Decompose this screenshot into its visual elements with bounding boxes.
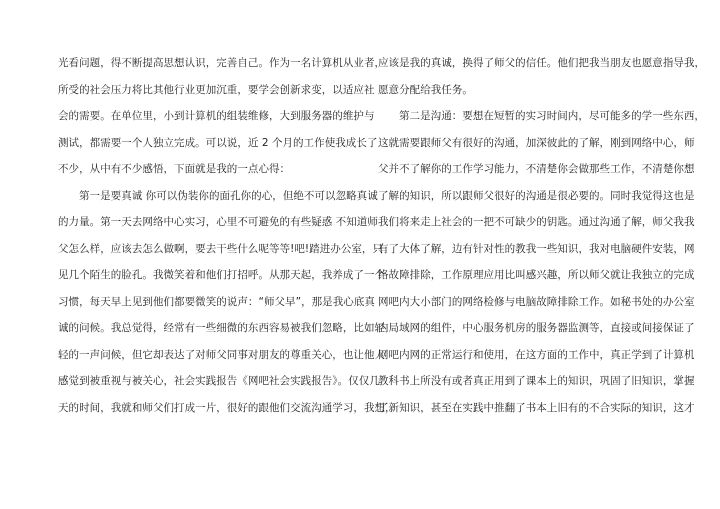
text-line: 了解的知识，所以跟师父很好的沟通是很必要的。同时我觉得这也是 xyxy=(378,189,695,202)
text-line: 诚的问候。我总觉得，经常有一些细微的东西容易被我们忽略，比如轻 xyxy=(58,322,386,334)
text-line: 愿意分配给我任务。 xyxy=(378,83,473,96)
text-line: 网吧内大小部门的网络检修与电脑故障排除工作。如秘书处的办公室 xyxy=(378,295,695,308)
text-line: 轻的一声问候，但它却表达了对师父同事对朋友的尊重关心，也让他人 xyxy=(58,348,386,361)
text-line: 有了大体了解，边有针对性的教我一些知识，我对电脑硬件安装，网 xyxy=(378,242,695,255)
text-line: 所受的社会压力将比其他行业更加沉重，要学会创新求变，以适应社 xyxy=(58,83,375,96)
text-line: 教科书上所没有或者真正用到了课本上的知识，巩固了旧知识，掌握 xyxy=(378,375,695,387)
right-column xyxy=(378,50,706,421)
text-line: 习惯，每天早上见到他们都要微笑的说声：“师父早”，那是我心底真 xyxy=(58,295,375,308)
text-line: 的力量。第一天去网络中心实习，心里不可避免的有些疑惑 不知道师 xyxy=(58,216,378,228)
text-line: 会的需要。在单位里，小到计算机的组装维修，大到服务器的维护与 xyxy=(58,110,375,122)
text-line: 了新知识，甚至在实践中推翻了书本上旧有的不合实际的知识，这才 xyxy=(378,401,695,414)
paragraph-start-line: 第二是沟通：要想在短暂的实习时间内，尽可能多的学一些东西， xyxy=(399,110,705,122)
text-line: 父并不了解你的工作学习能力，不清楚你会做那些工作，不清楚你想 xyxy=(378,163,695,175)
text-line: 应该是我的真诚，换得了师父的信任。他们把我当朋友也愿意指导我， xyxy=(378,57,706,69)
text-line: 父怎么样，应该去怎么做啊，要去干些什么呢等等!吧!踏进办公室，只 xyxy=(58,242,384,255)
text-line: 见几个陌生的脸孔。我微笑着和他们打招呼。从那天起，我养成了一个 xyxy=(58,269,386,281)
text-line: 光看问题，得不断提高思想认识，完善自己。作为一名计算机从业者， xyxy=(58,57,386,69)
text-line: 测试，都需要一个人独立完成。可以说，近 2 个月的工作使我成长了 xyxy=(58,136,378,149)
text-line: 络故障排除，工作原理应用比叫感兴趣，所以师父就让我独立的完成 xyxy=(378,269,695,281)
paragraph-start-line: 第一是要真诚 你可以伪装你的面孔你的心，但绝不可以忽略真诚 xyxy=(79,189,378,202)
left-column xyxy=(58,50,396,421)
text-line: 不少，从中有不少感悟，下面就是我的一点心得： xyxy=(58,163,291,175)
text-line: 内局域网的组件，中心服务机房的服务器监测等，直接或间接保证了 xyxy=(378,322,695,334)
text-line: 网吧内网的正常运行和使用，在这方面的工作中，真正学到了计算机 xyxy=(378,348,695,361)
text-line: 这就需要跟师父有很好的沟通，加深彼此的了解，刚到网络中心，师 xyxy=(378,136,695,149)
text-line: 天的时间，我就和师父们打成一片，很好的跟他们交流沟通学习，我想， xyxy=(58,401,396,414)
text-line: 我们将来走上社会的一把不可缺少的钥匙。通过沟通了解，师父我我 xyxy=(378,216,695,228)
text-line: 感觉到被重视与被关心，社会实践报告《网吧社会实践报告》。仅仅几 xyxy=(58,375,380,387)
